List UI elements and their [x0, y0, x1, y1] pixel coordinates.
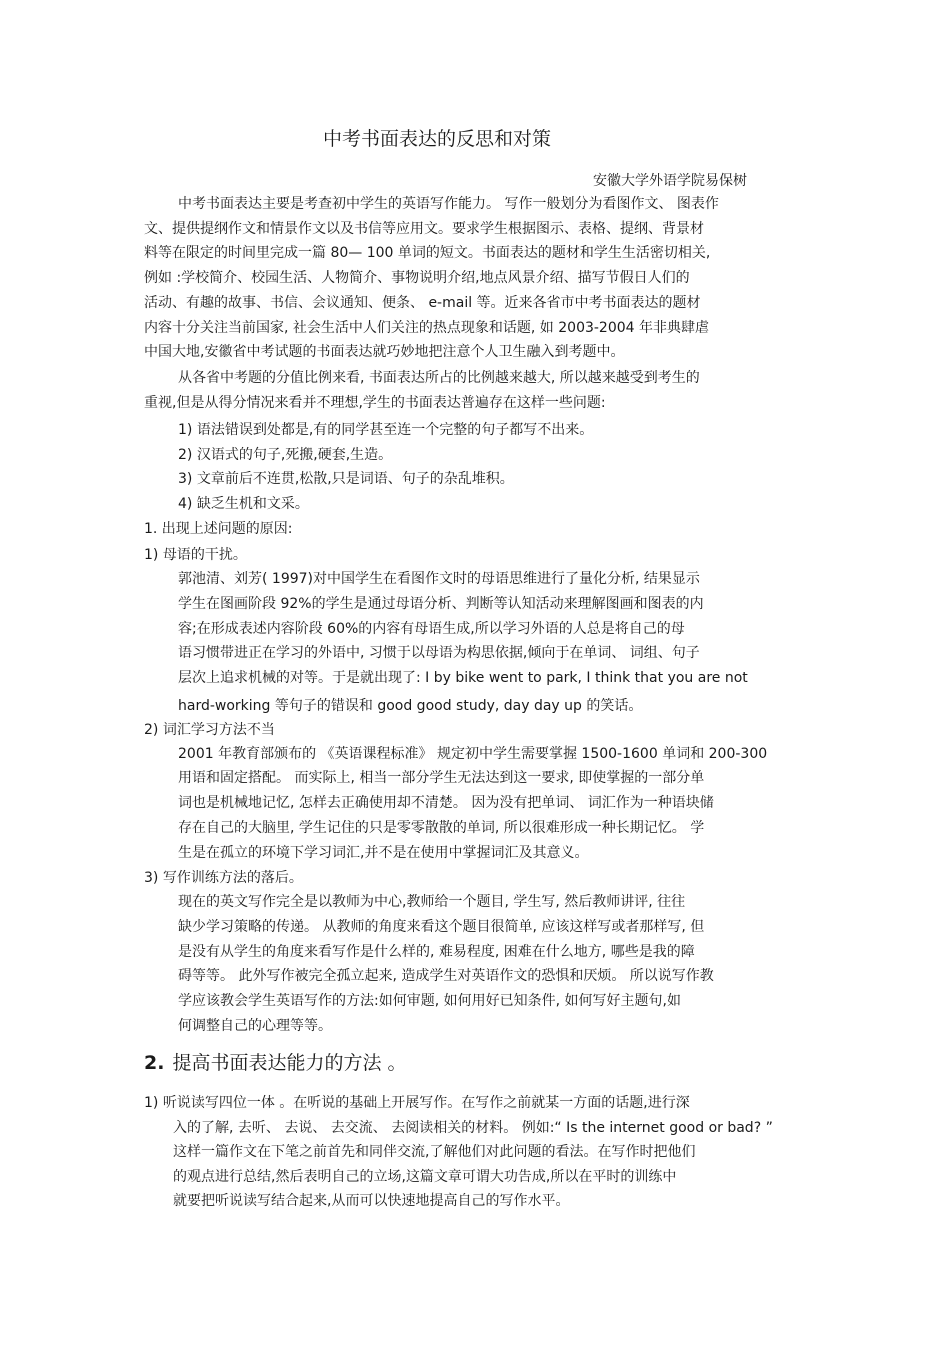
reason-line: 2001 年教育部颁布的 《英语课程标准》 规定初中学生需要掌握 1500-1600 单词和 200-300	[178, 746, 768, 762]
method-line: 就要把听说读写结合起来,从而可以快速地提高自己的写作水平。	[173, 1193, 570, 1209]
reason-line: 现在的英文写作完全是以教师为中心,教师给一个题目, 学生写, 然后教师讲评, 往往	[178, 894, 686, 910]
problem-item: 4) 缺乏生机和文采。	[178, 496, 309, 512]
reason-heading: 2) 词汇学习方法不当	[144, 722, 275, 738]
method-line: 的观点进行总结,然后表明自己的立场,这篇文章可谓大功告成,所以在平时的训练中	[173, 1169, 677, 1185]
intro-line: 文、提供提纲作文和情景作文以及书信等应用文。要求学生根据图示、表格、提纲、背景材	[144, 221, 704, 237]
reason-line: 缺少学习策略的传递。 从教师的角度来看这个题目很简单, 应该这样写或者那样写, 但	[178, 919, 705, 935]
intro-line: 例如 :学校简介、校园生活、人物简介、事物说明介绍,地点风景介绍、描写节假日人们的	[144, 270, 690, 286]
reason-line: 学生在图画阶段 92%的学生是通过母语分析、判断等认知活动来理解图画和图表的内	[178, 596, 704, 612]
reason-line: 存在自己的大脑里, 学生记住的只是零零散散的单词, 所以很难形成一种长期记忆。 学	[178, 820, 705, 836]
reason-line: 郭池清、刘芳( 1997)对中国学生在看图作文时的母语思维进行了量化分析, 结果显示	[178, 571, 700, 587]
reason-line: 何调整自己的心理等等。	[178, 1018, 332, 1034]
method-line: 入的了解, 去听、 去说、 去交流、 去阅读相关的材料。 例如:“ Is the internet good or bad? ”	[173, 1120, 773, 1136]
para2-line: 从各省中考题的分值比例来看, 书面表达所占的比例越来越大, 所以越来越受到考生的	[178, 370, 700, 386]
intro-line: 料等在限定的时间里完成一篇 80— 100 单词的短文。书面表达的题材和学生生活密切相关,	[144, 245, 711, 261]
reason-line: 是没有从学生的角度来看写作是什么样的, 难易程度, 困难在什么地方, 哪些是我的障	[178, 944, 695, 960]
intro-line: 活动、有趣的故事、书信、会议通知、便条、 e-mail 等。近来各省市中考书面表达的题材	[144, 295, 701, 311]
reason-line: 生是在孤立的环境下学习词汇,并不是在使用中掌握词汇及其意义。	[178, 845, 589, 861]
intro-line: 内容十分关注当前国家, 社会生活中人们关注的热点现象和话题, 如 2003-2004 年非典肆虐	[144, 320, 710, 336]
section2-heading	[144, 1053, 407, 1073]
intro-line: 中国大地,安徽省中考试题的书面表达就巧妙地把注意个人卫生融入到考题中。	[144, 344, 625, 360]
method-line: 1) 听说读写四位一体 。在听说的基础上开展写作。在写作之前就某一方面的话题,进行深	[144, 1095, 690, 1111]
reason-line: hard-working 等句子的错误和 good good study, day day up 的笑话。	[178, 698, 643, 714]
problem-item: 1) 语法错误到处都是,有的同学甚至连一个完整的句子都写不出来。	[178, 422, 594, 438]
problem-item: 2) 汉语式的句子,死搬,硬套,生造。	[178, 447, 393, 463]
section1-heading: 1. 出现上述问题的原因:	[144, 521, 293, 537]
section2-title: 提高书面表达能力的方法 。	[172, 1052, 407, 1074]
reason-line: 用语和固定搭配。 而实际上, 相当一部分学生无法达到这一要求, 即使掌握的一部分单	[178, 770, 705, 786]
reason-heading: 1) 母语的干扰。	[144, 547, 247, 563]
reason-line: 学应该教会学生英语写作的方法:如何审题, 如何用好已知条件, 如何写好主题句,如	[178, 993, 681, 1009]
reason-heading: 3) 写作训练方法的落后。	[144, 870, 303, 886]
reason-line: 语习惯带进正在学习的外语中, 习惯于以母语为构思依据,倾向于在单词、 词组、句子	[178, 645, 700, 661]
method-line: 这样一篇作文在下笔之前首先和同伴交流,了解他们对此问题的看法。在写作时把他们	[173, 1144, 696, 1160]
author-line: 安徽大学外语学院易保树	[593, 173, 747, 189]
para2-line: 重视,但是从得分情况来看并不理想,学生的书面表达普遍存在这样一些问题:	[144, 395, 606, 411]
section2-number: 2.	[144, 1052, 165, 1074]
document-title: 中考书面表达的反思和对策	[323, 128, 552, 150]
reason-line: 词也是机械地记忆, 怎样去正确使用却不清楚。 因为没有把单词、 词汇作为一种语块储	[178, 795, 714, 811]
reason-line: 层次上追求机械的对等。于是就出现了: I by bike went to park, I think that you are not	[178, 670, 748, 686]
reason-line: 碍等等。 此外写作被完全孤立起来, 造成学生对英语作文的恐惧和厌烦。 所以说写作教	[178, 968, 714, 984]
problem-item: 3) 文章前后不连贯,松散,只是词语、句子的杂乱堆积。	[178, 471, 514, 487]
reason-line: 容;在形成表述内容阶段 60%的内容有母语生成,所以学习外语的人总是将自己的母	[178, 621, 685, 637]
intro-line: 中考书面表达主要是考查初中学生的英语写作能力。 写作一般划分为看图作文、 图表作	[178, 196, 719, 212]
